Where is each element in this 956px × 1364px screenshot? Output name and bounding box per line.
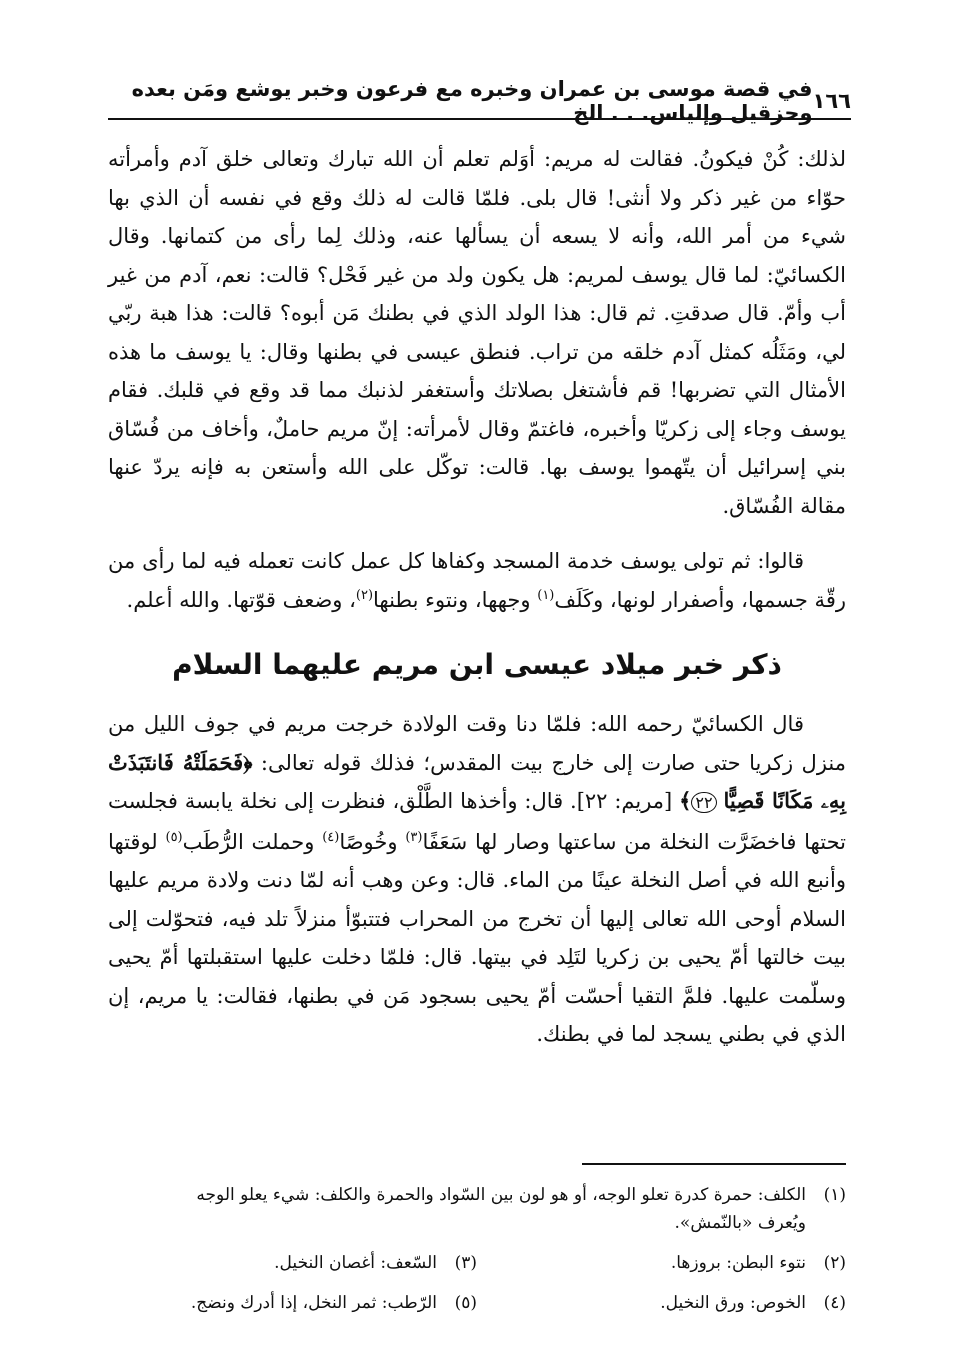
footnote-text: السّعف: أغصان النخيل. [274, 1253, 437, 1273]
paragraph-3-text-d: وحملت الرُّطَب [182, 829, 323, 854]
quran-verse-close: ﴾ [679, 788, 692, 813]
footnote-number: (٣) [454, 1253, 477, 1273]
footnote-1-continuation: ويُعرف «بالنّمش». [674, 1213, 806, 1233]
paragraph-2-text-c: ، وضعف قوّتها. والله أعلم. [126, 587, 356, 612]
paragraph-2-text-a: قالوا: ثم تولى يوسف خدمة المسجد وكفاها كل عمل كانت تعمله فيه لما رأى من رقّة جسمها، وأصفرار لونها، وكَلَف [108, 549, 846, 612]
paragraph-1: لذلك: كُنْ فيكونُ. فقالت له مريم: أوَلم تعلم أن الله تبارك وتعالى خلق آدم وأمرأته حوّاء من غير ذكر ولا أنثى! قال بلى. فلمّا قالت له ذلك وقع في نفسه أن الذي بها شيء من أمر الله، وأنه لا يسعه أن يسألها عنه، وذلك لِما رأى من كتمانها. وقال الكسائيّ: لما قال يوسف لمريم: هل يكون ولد من غير فَحْل؟ قالت: نعم، آدم من غير أب وأمّ. قال صدقتِ. ثم قال: هذا الولد الذي في بطنك مَن أبوه؟ قالت: هذا هبة ربّي لي، ومَثَلُه كمثل آدم خلقه من تراب. فنطق عيسى في بطنها وقال: يا يوسف ما هذه الأمثال التي تضربها! قم فأشتغل بصلاتك وأستغفر لذنبك مما قد وقع في قلبك. فقام يوسف وجاء إلى زكريّا وأخبره، فاغتمّ وقال لأمرأته: إنّ مريم حاملٌ، وأخاف من فُسّاق بني إسرائيل أن يتّهموا يوسف بها. قالت: توكّل على الله وأستعن به فإنه يردّ عنها مقالة الفُسّاق. [108, 147, 846, 518]
footnote-row-2 [108, 1288, 846, 1318]
paragraph-3-text-e: لوقتها وأنبع الله في أصل النخلة عينًا من الماء. قال: وعن وهب أنه لمّا دنت ولادة مريم عليها السلام أوحى الله تعالى إليها أن تخرج من المحراب فتتبوّأ منزلاً تلد فيه، فتحوّلت إلى بيت خالتها أمّ يحيى بن زكريا لتَلِد في بيتها. قال: فلمّا دخلت عليها استقبلتها أمّ يحيى وسلّمت عليها. فلمَّ التقيا أحسّت أمّ يحيى بسجود مَن في بطنها، فقالت: يا مريم، إن الذي في بطني يسجد لما في بطنك. [108, 829, 846, 1046]
footnote-3 [108, 1248, 477, 1278]
running-title: في قصة موسى بن عمران وخبره مع فرعون وخبر يوشع ومَن بعده وحزقيل وإلياس. . . الخ [131, 77, 813, 125]
page-header [108, 77, 851, 125]
footnote-text: الخوص: ورق النخيل. [660, 1293, 806, 1313]
footnote-ref-5[interactable]: (٥) [165, 829, 183, 845]
footnote-2 [477, 1248, 846, 1278]
page-number: ١٦٦ [812, 89, 851, 113]
footnote-5 [108, 1288, 477, 1318]
footnote-number: (١) [823, 1185, 846, 1205]
footnote-1 [108, 1180, 846, 1210]
ayah-number-marker: ٢٢ [691, 792, 716, 813]
footnote-text: الرّطب: ثمر النخل، إذا أدرك ونضج. [190, 1293, 437, 1313]
footnote-divider [582, 1163, 846, 1165]
section-heading: ذكر خبر ميلاد عيسى ابن مريم عليهما السلام [172, 648, 782, 681]
paragraph-3 [108, 705, 846, 1054]
footnote-number: (٢) [823, 1253, 846, 1273]
footnote-text: نتوء البطن: بروزها. [670, 1253, 806, 1273]
footnotes [108, 1180, 846, 1318]
paragraph-3-text-a: قال الكسائيّ رحمه الله: فلمّا دنا وقت الولادة خرجت مريم في جوف الليل من منزل زكريا حتى صارت إلى خارج بيت المقدس؛ فذلك قوله تعالى: [108, 712, 846, 775]
paragraph-3-text-b: [مريم: ٢٢]. قال: وأخذها الطَّلْق، فنظرت إلى نخلة يابسة فجلست تحتها فاخضَرَّت النخلة من ساعتها وصار لها سَعَفًا [108, 789, 846, 854]
footnote-text: الكلف: حمرة كدرة تعلو الوجه، أو هو لون بين السّواد والحمرة والكلف: شيء يعلو الوجه [196, 1185, 806, 1205]
footnote-row-1 [108, 1248, 846, 1278]
footnote-ref-3[interactable]: (٣) [405, 829, 423, 845]
footnote-ref-4[interactable]: (٤) [322, 829, 340, 845]
footnote-ref-2[interactable]: (٢) [355, 587, 374, 603]
main-text [108, 140, 846, 1071]
paragraph-2 [108, 542, 846, 619]
paragraph-2-text-b: وجهها، ونتوء بطنها [373, 587, 538, 612]
footnote-ref-1[interactable]: (١) [537, 587, 555, 603]
footnote-4 [477, 1288, 846, 1318]
footnote-number: (٥) [454, 1293, 477, 1313]
paragraph-3-text-c: وخُوصًا [339, 829, 406, 854]
quran-verse: ﴿فَحَمَلَتْهُ فَانتَبَذَتْ بِهِۦ مَكَانًا قَصِيًّا [108, 749, 846, 813]
footnote-number: (٤) [823, 1293, 846, 1313]
